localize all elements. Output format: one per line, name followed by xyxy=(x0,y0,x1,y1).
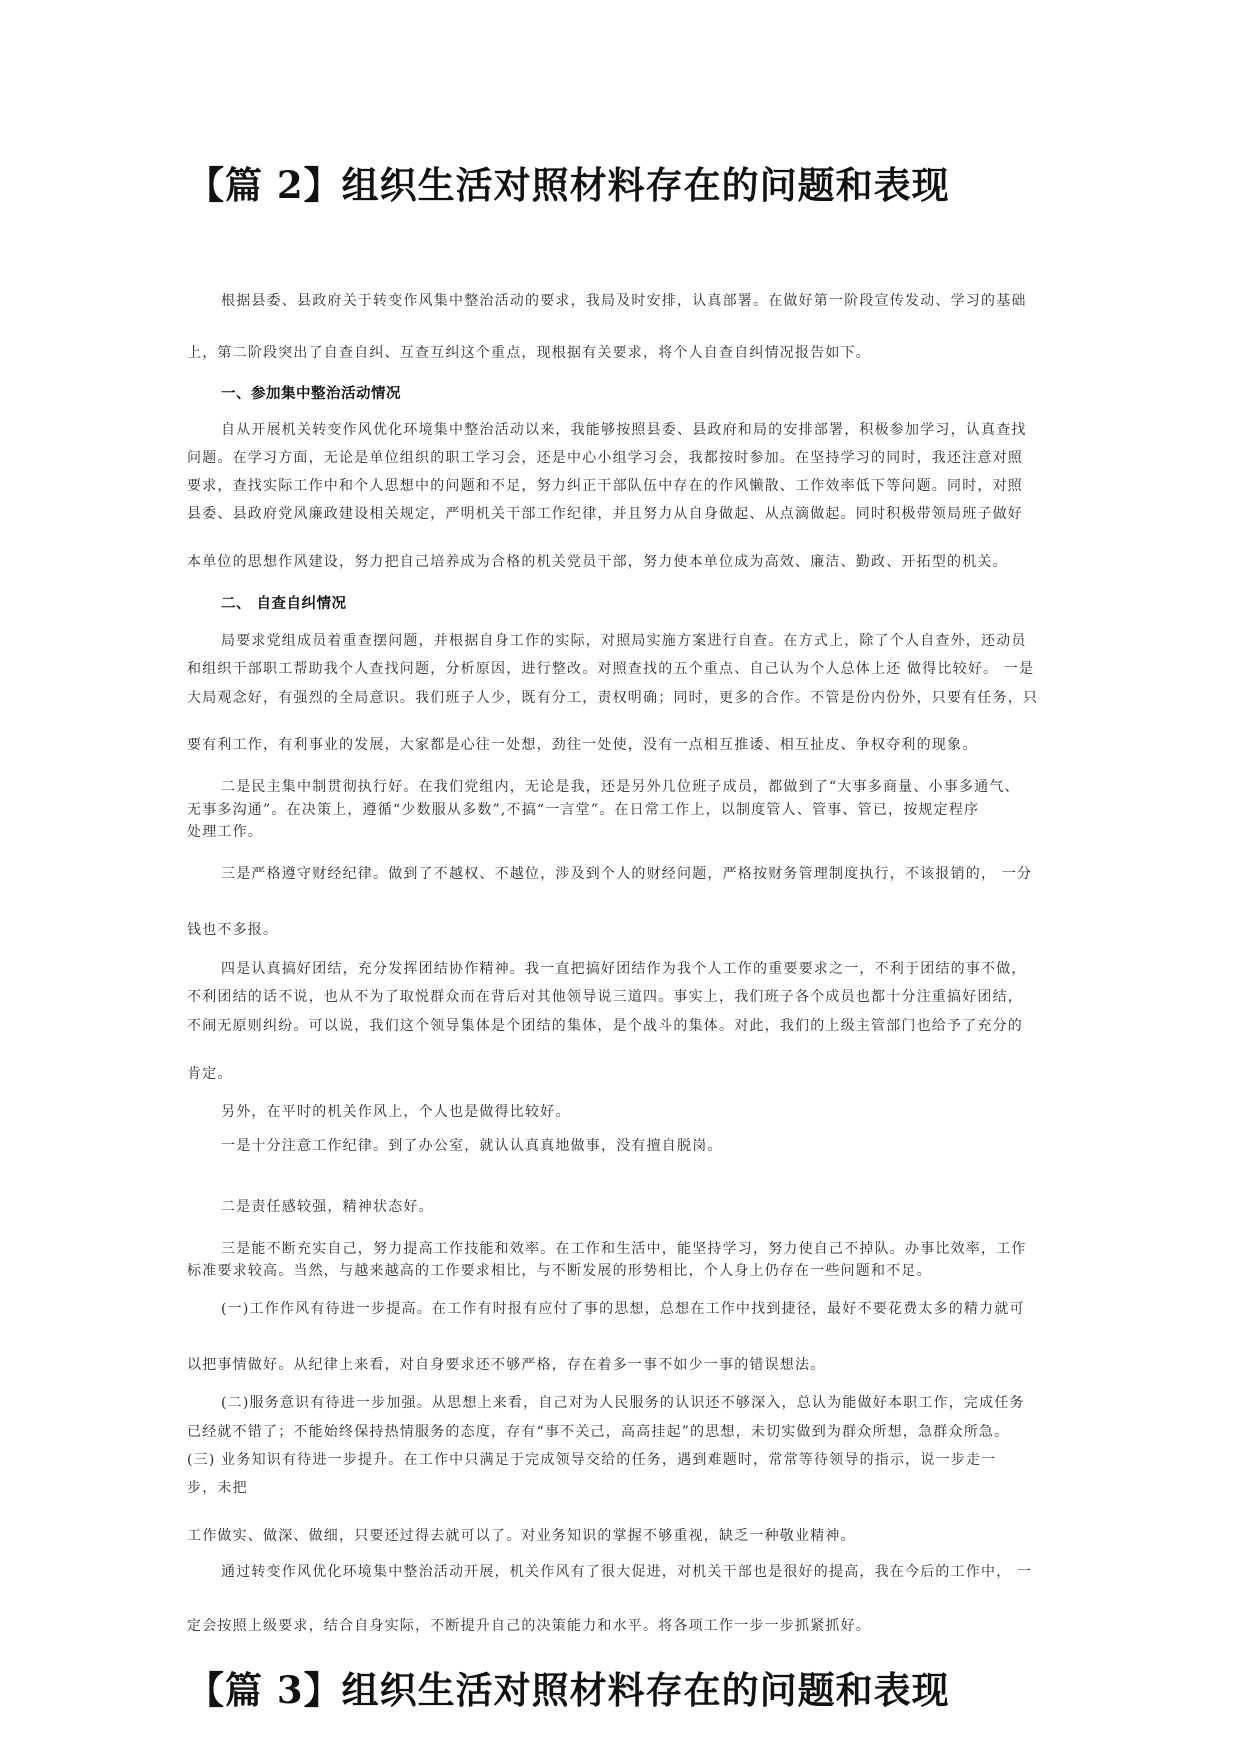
paragraph-line: 本单位的思想作风建设，努力把自己培养成为合格的机关党员干部，努力使本单位成为高效、廉洁、勤政、开拓型的机关。 xyxy=(187,554,1008,570)
paragraph-line: 根据县委、县政府关于转变作风集中整治活动的要求，我局及时安排，认真部署。在做好第一阶段宣传发动、学习的基础 xyxy=(221,293,1027,309)
paragraph-line: 通过转变作风优化环境集中整治活动开展，机关作风有了很大促进，对机关干部也是很好的提高，我在今后的工作中， 一 xyxy=(221,1564,1033,1580)
paragraph-line: 不利团结的话不说，也从不为了取悦群众而在背后对其他领导说三道四。事实上，我们班子各个成员也都十分注重搞好团结， xyxy=(187,989,1023,1005)
paragraph-line: 工作做实、做深、做细，只要还过得去就可以了。对业务知识的掌握不够重视，缺乏一种敬业精神。 xyxy=(187,1528,856,1544)
paragraph-line: 肯定。 xyxy=(187,1066,233,1082)
paragraph-line: 四是认真搞好团结，充分发挥团结协作精神。我一直把搞好团结作为我个人工作的重要要求之一，不利于团结的事不做， xyxy=(221,961,1027,977)
paragraph-line: 上，第二阶段突出了自查自纠、互查互纠这个重点，现根据有关要求，将个人自查自纠情况报告如下。 xyxy=(187,345,871,361)
paragraph-line: 和组织干部职工帮助我个人查找问题，分析原因，进行整改。对照查找的五个重点、自己认为个人总体上还 做得比较好。 一是 xyxy=(187,661,1035,677)
section-3-title: 【篇 3】组织生活对照材料存在的问题和表现 xyxy=(187,1668,950,1712)
subheading-2: 二、 自查自纠情况 xyxy=(221,595,347,612)
paragraph-line: 局要求党组成员着重查摆问题，并根据自身工作的实际，对照局实施方案进行自查。在方式上，除了个人自查外，还动员 xyxy=(221,633,1027,649)
paragraph-line: 大局观念好，有强烈的全局意识。我们班子人少，既有分工，责权明确；同时，更多的合作。不管是份内份外，只要有任务，只 xyxy=(187,690,1039,706)
paragraph-line: 钱也不多报。 xyxy=(187,922,279,938)
paragraph-line: 一是十分注意工作纪律。到了办公室，就认认真真地做事，没有擅自脱岗。 xyxy=(221,1138,723,1154)
paragraph-line: 二是责任感较强，精神状态好。 xyxy=(221,1199,434,1215)
paragraph-line: 另外，在平时的机关作风上，个人也是做得比较好。 xyxy=(221,1104,571,1120)
subheading-1: 一、参加集中整治活动情况 xyxy=(221,385,401,402)
paragraph-line: 三是严格遵守财经纪律。做到了不越权、不越位，涉及到个人的财经问题，严格按财务管理制度执行，不该报销的， 一分 xyxy=(221,866,1033,882)
paragraph-line: 步，未把 xyxy=(187,1480,248,1496)
paragraph-line: 标准要求较高。当然，与越来越高的工作要求相比，与不断发展的形势相比，个人身上仍存在一些问题和不足。 xyxy=(187,1263,932,1279)
paragraph-line: 已经就不错了；不能始终保持热情服务的态度，存有“事不关己，高高挂起”的思想，未切实做到为群众所想，急群众所急。 xyxy=(187,1424,1010,1440)
paragraph-line: 以把事情做好。从纪律上来看，对自身要求还不够严格，存在着多一事不如少一事的错误想法。 xyxy=(187,1357,826,1373)
paragraph-line: (二)服务意识有待进一步加强。从思想上来看，自己对为人民服务的认识还不够深入，总认为能做好本职工作，完成任务 xyxy=(221,1395,1025,1411)
paragraph-line: 不闹无原则纠纷。可以说，我们这个领导集体是个团结的集体，是个战斗的集体。对此，我们的上级主管部门也给予了充分的 xyxy=(187,1018,1023,1034)
paragraph-line: 定会按照上级要求，结合自身实际，不断提升自己的决策能力和水平。将各项工作一步一步抓紧抓好。 xyxy=(187,1618,871,1634)
paragraph-line: (一)工作作风有待进一步提高。在工作有时报有应付了事的思想，总想在工作中找到捷径，最好不要花费太多的精力就可 xyxy=(221,1301,1025,1317)
paragraph-line: 二是民主集中制贯彻执行好。在我们党组内，无论是我，还是另外几位班子成员，都做到了“大事多商量、小事多通气、 xyxy=(221,779,1020,795)
paragraph-line: 要求，查找实际工作中和个人思想中的问题和不足，努力纠正干部队伍中存在的作风懒散、工作效率低下等问题。同时，对照 xyxy=(187,478,1023,494)
paragraph-line: 要有利工作，有利事业的发展，大家都是心往一处想，劲往一处使，没有一点相互推诿、相互扯皮、争权夺利的现象。 xyxy=(187,737,978,753)
paragraph-line: 无事多沟通”。在决策上，遵循“少数服从多数”,不搞“一言堂”。在日常工作上，以制度管人、管事、管已，按规定程序 xyxy=(187,802,980,818)
paragraph-line: 处理工作。 xyxy=(187,824,263,840)
section-2-title: 【篇 2】组织生活对照材料存在的问题和表现 xyxy=(187,163,950,207)
paragraph-line: 问题。在学习方面，无论是单位组织的职工学习会，还是中心小组学习会，我都按时参加。在坚持学习的同时，我还注意对照 xyxy=(187,450,1023,466)
paragraph-line: (三) 业务知识有待进一步提升。在工作中只满足于完成领导交给的任务，遇到难题时，常常等待领导的指示，说一步走一 xyxy=(187,1452,997,1468)
paragraph-line: 三是能不断充实自己，努力提高工作技能和效率。在工作和生活中，能坚持学习，努力使自己不掉队。办事比效率，工作 xyxy=(221,1241,1027,1257)
paragraph-line: 县委、县政府党风廉政建设相关规定，严明机关干部工作纪律，并且努力从自身做起、从点滴做起。同时积极带领局班子做好 xyxy=(187,506,1023,522)
paragraph-line: 自从开展机关转变作风优化环境集中整治活动以来，我能够按照县委、县政府和局的安排部署，积极参加学习，认真查找 xyxy=(221,422,1027,438)
